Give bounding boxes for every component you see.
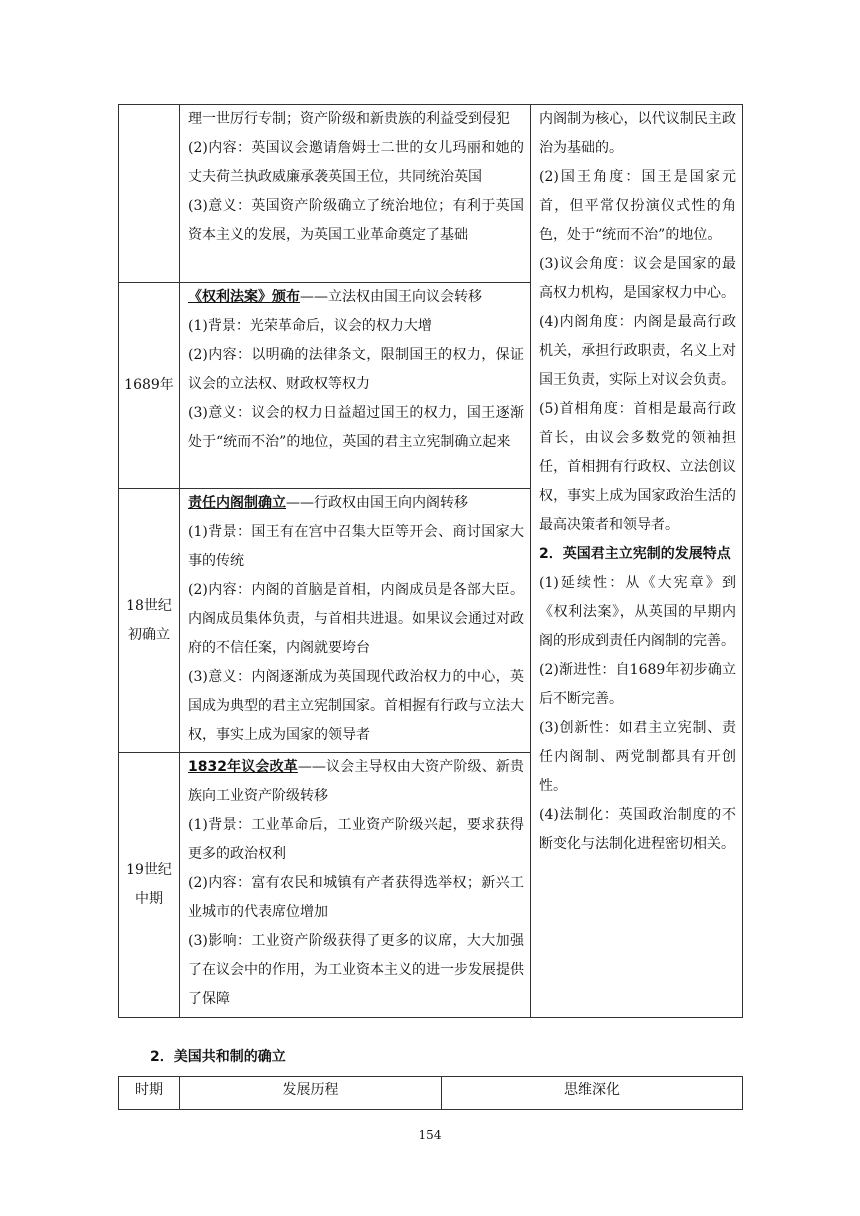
header-row bbox=[119, 1077, 743, 1110]
content-cell bbox=[180, 105, 531, 283]
period-cell bbox=[119, 105, 180, 283]
row-heading-rest: ——行政权由国王向内阁转移 bbox=[286, 495, 468, 511]
analysis-cell bbox=[531, 105, 743, 1018]
content-cell bbox=[180, 753, 531, 1018]
content-cell bbox=[180, 489, 531, 753]
content-line: (3)影响：工业资产阶级获得了更多的议席，大大加强了在议会中的作用，为工业资本主义的进一步发展提供了保障 bbox=[188, 933, 524, 1007]
analysis-line: (5)首相角度：首相是最高行政首长，由议会多数党的领袖担任，首相拥有行政权、立法创议权，事实上成为国家政治生活的最高决策者和领导者。 bbox=[539, 401, 736, 533]
content-line: (3)意义：英国资产阶级确立了统治地位；有利于英国资本主义的发展，为英国工业革命奠定了基础 bbox=[188, 198, 524, 243]
row-heading-main: 《权利法案》颁布 bbox=[188, 289, 300, 305]
content-line: (3)意义：议会的权力日益超过国王的权力，国王逐渐处于“统而不治”的地位，英国的君主立宪制确立起来 bbox=[188, 405, 524, 450]
analysis-line: 内阁制为核心，以代议制民主政治为基础的。 bbox=[539, 111, 736, 156]
analysis-line: (3)议会角度：议会是国家的最高权力机构，是国家权力中心。 bbox=[539, 256, 736, 301]
analysis-line: (2)国王角度：国王是国家元首，但平常仅扮演仪式性的角色，处于“统而不治”的地位。 bbox=[539, 169, 736, 243]
content-cell bbox=[180, 283, 531, 489]
header-cell-process: 发展历程 bbox=[180, 1077, 442, 1110]
analysis-line: (4)法制化：英国政治制度的不断变化与法制化进程密切相关。 bbox=[539, 807, 736, 852]
content-line: (2)内容：内阁的首脑是首相，内阁成员是各部大臣。内阁成员集体负责，与首相共进退。如果议会通过对政府的不信任案，内阁就要垮台 bbox=[188, 582, 524, 656]
page-number: 154 bbox=[418, 1128, 442, 1142]
period-cell: 19世纪中期 bbox=[119, 753, 180, 1018]
row-heading-main: 1832年议会改革 bbox=[188, 759, 298, 775]
content-line: (2)内容：富有农民和城镇有产者获得选举权；新兴工业城市的代表席位增加 bbox=[188, 875, 524, 920]
content-line: (3)意义：内阁逐渐成为英国现代政治权力的中心，英国成为典型的君主立宪制国家。首相握有行政与立法大权，事实上成为国家的领导者 bbox=[188, 669, 524, 743]
us-republic-table-header bbox=[118, 1076, 743, 1110]
british-monarchy-table bbox=[118, 104, 743, 1018]
row-heading bbox=[188, 753, 524, 811]
analysis-line: (1)延续性：从《大宪章》到《权利法案》，从英国的早期内阁的形成到责任内阁制的完善。 bbox=[539, 575, 736, 649]
table-row bbox=[119, 105, 743, 283]
row-heading-main: 责任内阁制确立 bbox=[188, 495, 286, 511]
section-title: 2．美国共和制的确立 bbox=[150, 1049, 286, 1065]
analysis-line: (2)渐进性：自1689年初步确立后不断完善。 bbox=[539, 662, 736, 707]
content-line: (1)背景：国王有在宫中召集大臣等开会、商讨国家大事的传统 bbox=[188, 524, 524, 569]
header-cell-period: 时期 bbox=[119, 1077, 180, 1110]
row-heading-rest: ——立法权由国王向议会转移 bbox=[300, 289, 482, 305]
content-line: 理一世厉行专制；资产阶级和新贵族的利益受到侵犯 bbox=[188, 111, 510, 127]
period-cell: 1689年 bbox=[119, 283, 180, 489]
row-heading bbox=[188, 489, 524, 518]
content-line: (2)内容：以明确的法律条文，限制国王的权力，保证议会的立法权、财政权等权力 bbox=[188, 347, 524, 392]
row-heading bbox=[188, 283, 524, 312]
header-cell-analysis: 思维深化 bbox=[442, 1077, 743, 1110]
content-line: (1)背景：工业革命后，工业资产阶级兴起，要求获得更多的政治权利 bbox=[188, 817, 524, 862]
analysis-line: (4)内阁角度：内阁是最高行政机关，承担行政职责，名义上对国王负责，实际上对议会负责。 bbox=[539, 314, 736, 388]
content-line: (2)内容：英国议会邀请詹姆士二世的女儿玛丽和她的丈夫荷兰执政威廉承袭英国王位，共同统治英国 bbox=[188, 140, 524, 185]
row-heading-rest: ——议会主导权由大资产阶级、新贵族向工业资产阶级转移 bbox=[188, 759, 524, 804]
content-line: (1)背景：光荣革命后，议会的权力大增 bbox=[188, 318, 432, 334]
period-cell: 18世纪初确立 bbox=[119, 489, 180, 753]
analysis-heading: 2．英国君主立宪制的发展特点 bbox=[539, 546, 731, 562]
analysis-line: (3)创新性：如君主立宪制、责任内阁制、两党制都具有开创性。 bbox=[539, 720, 736, 794]
